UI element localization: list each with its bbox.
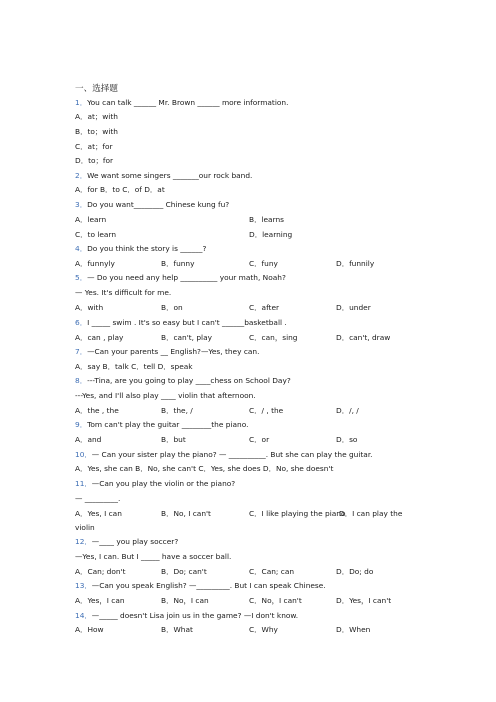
question-14 bbox=[75, 610, 298, 622]
option-q14-a[interactable]: A．How bbox=[75, 625, 104, 634]
q11-answer-blank: — _________. bbox=[75, 494, 121, 503]
question-9 bbox=[75, 419, 248, 431]
question-number: 6． bbox=[75, 318, 88, 327]
option-q9-c[interactable]: C．or bbox=[249, 435, 270, 444]
question-stem: — Do you need any help __________ your math, Noah? bbox=[87, 273, 286, 282]
option-q8-d[interactable]: D．/, / bbox=[336, 406, 359, 415]
option-q11-d[interactable]: D．I can play the bbox=[339, 509, 403, 518]
option-q13-b[interactable]: B．No，I can bbox=[161, 596, 209, 605]
option-q5-d[interactable]: D．under bbox=[336, 303, 371, 312]
option-q12-d[interactable]: D．Do; do bbox=[336, 567, 374, 576]
question-number: 1． bbox=[75, 98, 88, 107]
question-number: 7． bbox=[75, 347, 88, 356]
question-stem: Do you think the story is ______? bbox=[87, 244, 207, 253]
option-q3-d[interactable]: D．learning bbox=[249, 230, 293, 239]
option-q6-b[interactable]: B．can't, play bbox=[161, 333, 213, 342]
option-q14-c[interactable]: C．Why bbox=[249, 625, 278, 634]
q8-continuation: ---Yes, and I'll also play ____ violin that afternoon. bbox=[75, 391, 256, 400]
options-q7[interactable]: A．say B．talk C．tell D．speak bbox=[75, 362, 193, 371]
question-number: 9． bbox=[75, 420, 88, 429]
question-11 bbox=[75, 478, 235, 490]
question-number: 11． bbox=[75, 479, 92, 488]
options-q10[interactable]: A．Yes, she can B．No, she can't C．Yes, she does D．No, she doesn't bbox=[75, 464, 334, 473]
option-q13-a[interactable]: A．Yes，I can bbox=[75, 596, 125, 605]
option-q13-d[interactable]: D．Yes，I can't bbox=[336, 596, 392, 605]
option-q4-d[interactable]: D．funnily bbox=[336, 259, 375, 268]
option-q9-b[interactable]: B．but bbox=[161, 435, 186, 444]
question-6 bbox=[75, 317, 287, 329]
question-stem: —Can your parents __ English?—Yes, they can. bbox=[87, 347, 260, 356]
question-4 bbox=[75, 243, 206, 255]
option-q4-c[interactable]: C．funy bbox=[249, 259, 278, 268]
option-q1-a[interactable]: A．at；with bbox=[75, 112, 118, 121]
question-3 bbox=[75, 199, 229, 211]
q12-answer-line: —Yes, I can. But I _____ have a soccer ball. bbox=[75, 552, 232, 561]
option-q3-a[interactable]: A．learn bbox=[75, 215, 107, 224]
question-number: 13． bbox=[75, 581, 92, 590]
option-q4-b[interactable]: B．funny bbox=[161, 259, 195, 268]
option-q11-a[interactable]: A．Yes, I can bbox=[75, 509, 122, 518]
question-stem: —Can you speak English? —_________. But I can speak Chinese. bbox=[91, 581, 326, 590]
question-stem: —____ you play soccer? bbox=[91, 537, 179, 546]
option-q5-b[interactable]: B．on bbox=[161, 303, 183, 312]
question-8 bbox=[75, 375, 291, 387]
question-number: 8． bbox=[75, 376, 88, 385]
question-12 bbox=[75, 536, 178, 548]
option-q11-c[interactable]: C．I like playing the piano bbox=[249, 509, 346, 518]
question-number: 4． bbox=[75, 244, 88, 253]
option-q6-d[interactable]: D．can't, draw bbox=[336, 333, 391, 342]
option-q3-c[interactable]: C．to learn bbox=[75, 230, 117, 239]
question-7 bbox=[75, 346, 259, 358]
question-number: 2． bbox=[75, 171, 88, 180]
q5-answer-line: — Yes. It's difficult for me. bbox=[75, 288, 172, 297]
option-q9-a[interactable]: A．and bbox=[75, 435, 102, 444]
option-q6-c[interactable]: C．can，sing bbox=[249, 333, 298, 342]
option-q5-c[interactable]: C．after bbox=[249, 303, 280, 312]
question-number: 14． bbox=[75, 611, 92, 620]
option-q8-c[interactable]: C．/ , the bbox=[249, 406, 284, 415]
option-q8-a[interactable]: A．the , the bbox=[75, 406, 119, 415]
option-q12-b[interactable]: B．Do; can't bbox=[161, 567, 207, 576]
question-number: 5． bbox=[75, 273, 88, 282]
question-stem: Do you want________ Chinese kung fu? bbox=[87, 200, 230, 209]
question-stem: —_____ doesn't Lisa join us in the game? —I don't know. bbox=[91, 611, 299, 620]
option-q14-b[interactable]: B．What bbox=[161, 625, 193, 634]
option-q8-b[interactable]: B．the, / bbox=[161, 406, 193, 415]
question-1 bbox=[75, 97, 288, 109]
option-q3-b[interactable]: B．learns bbox=[249, 215, 285, 224]
question-stem: I _____ swim . It's so easy but I can't ______basketball . bbox=[87, 318, 287, 327]
option-q6-a[interactable]: A．can , play bbox=[75, 333, 124, 342]
option-q12-a[interactable]: A．Can; don't bbox=[75, 567, 126, 576]
option-q5-a[interactable]: A．with bbox=[75, 303, 104, 312]
option-q11-b[interactable]: B．No, I can't bbox=[161, 509, 211, 518]
option-q4-a[interactable]: A．funnyly bbox=[75, 259, 115, 268]
question-stem: ---Tina, are you going to play ____chess on School Day? bbox=[87, 376, 291, 385]
question-2 bbox=[75, 170, 252, 182]
option-q1-c[interactable]: C．at；for bbox=[75, 142, 113, 151]
question-stem: — Can your sister play the piano? — __________. But she can play the guitar. bbox=[91, 450, 373, 459]
question-number: 12． bbox=[75, 537, 92, 546]
question-stem: We want some singers _______our rock band. bbox=[87, 171, 253, 180]
option-q13-c[interactable]: C．No，I can't bbox=[249, 596, 302, 605]
question-stem: You can talk ______ Mr. Brown ______ more information. bbox=[87, 98, 289, 107]
option-q9-d[interactable]: D．so bbox=[336, 435, 358, 444]
option-q11-d-wrap: violin bbox=[75, 523, 95, 532]
option-q14-d[interactable]: D．When bbox=[336, 625, 371, 634]
section-title: 一、选择题 bbox=[75, 84, 118, 94]
question-13 bbox=[75, 580, 326, 592]
question-10 bbox=[75, 449, 373, 461]
question-stem: Tom can't play the guitar ________the piano. bbox=[87, 420, 249, 429]
question-stem: —Can you play the violin or the piano? bbox=[91, 479, 236, 488]
question-number: 10． bbox=[75, 450, 92, 459]
options-q2[interactable]: A．for B．to C．of D．at bbox=[75, 185, 165, 194]
option-q1-d[interactable]: D．to；for bbox=[75, 156, 114, 165]
question-number: 3． bbox=[75, 200, 88, 209]
option-q12-c[interactable]: C．Can; can bbox=[249, 567, 295, 576]
option-q1-b[interactable]: B．to；with bbox=[75, 127, 118, 136]
question-5 bbox=[75, 272, 286, 284]
